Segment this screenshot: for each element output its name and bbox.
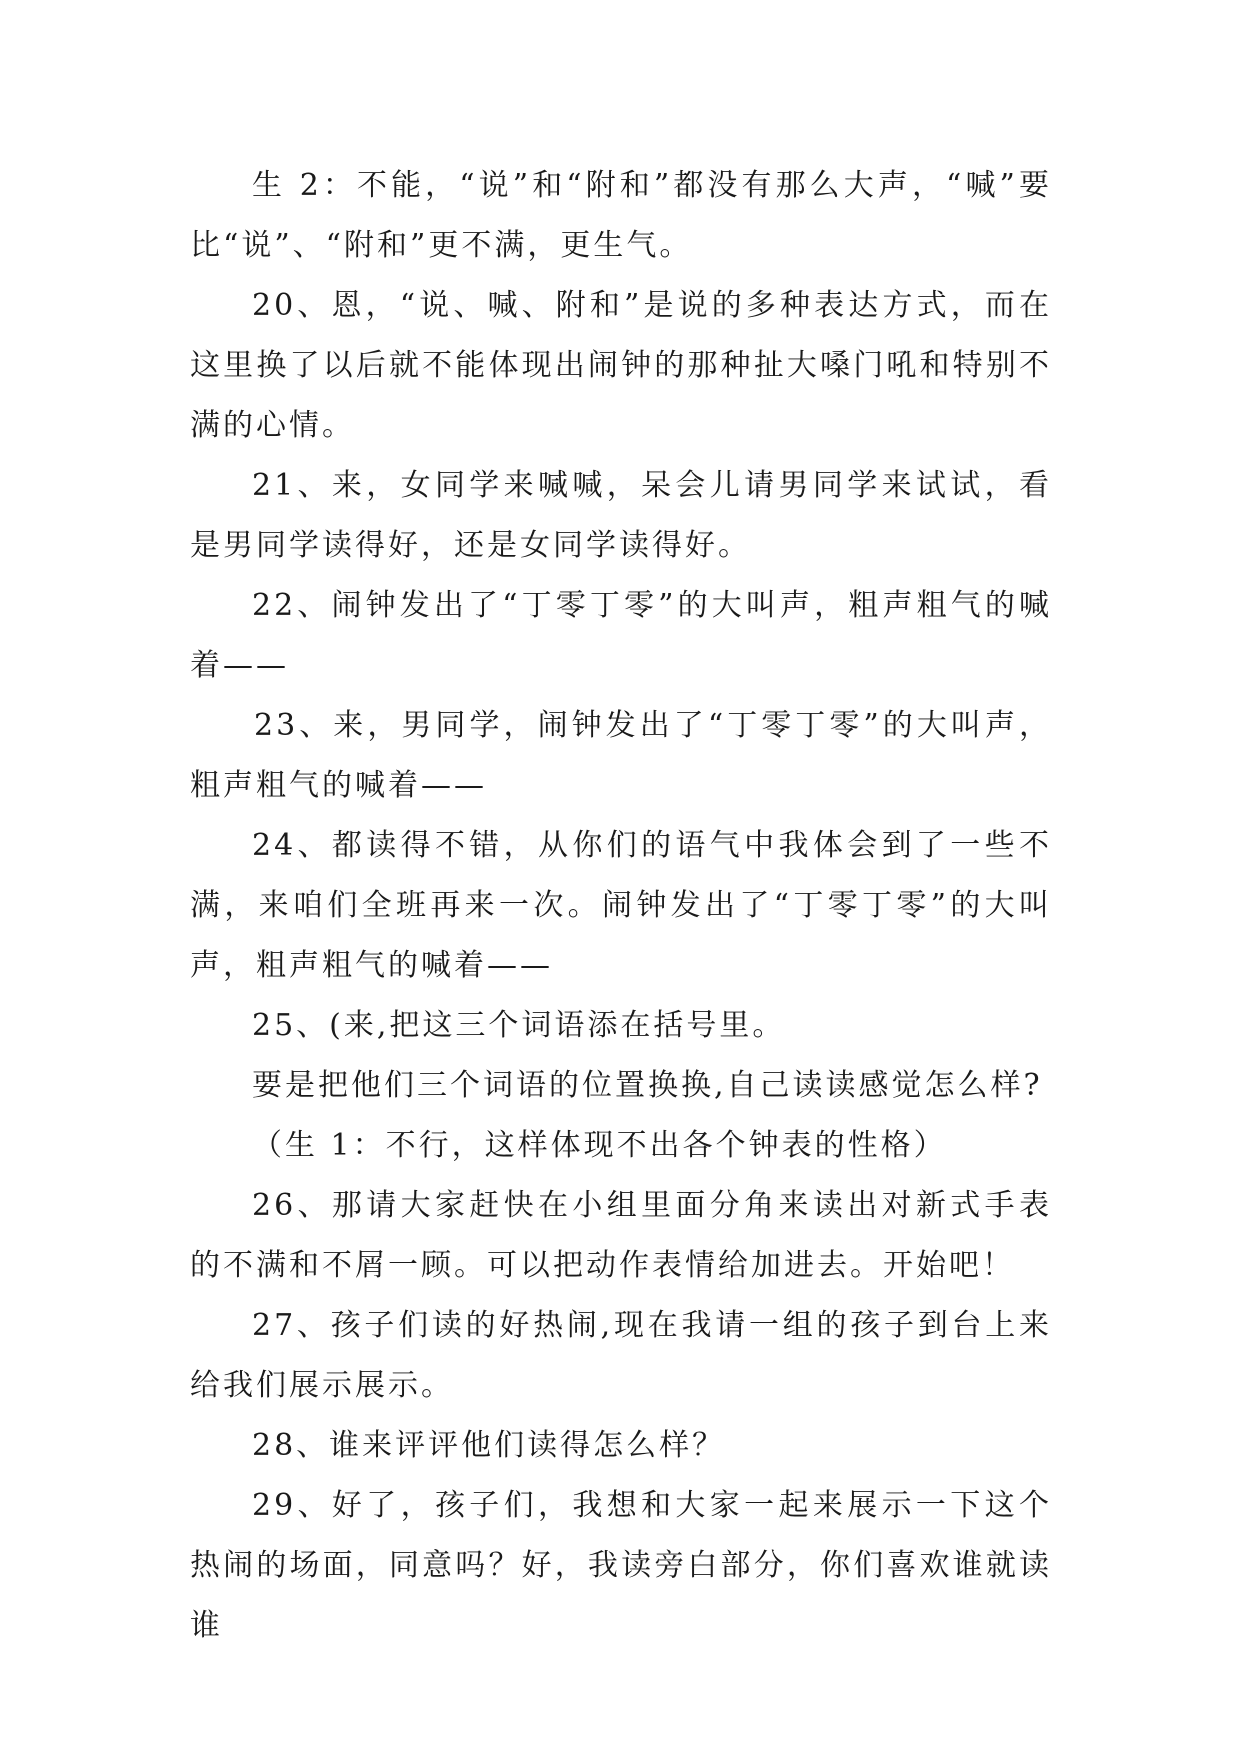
- paragraph-22: 22、闹钟发出了“丁零丁零”的大叫声，粗声粗气的喊着——: [190, 588, 1052, 683]
- paragraph-21: 21、来，女同学来喊喊，呆会儿请男同学来试试，看是男同学读得好，还是女同学读得好。: [190, 468, 1052, 563]
- paragraph-24: 24、都读得不错，从你们的语气中我体会到了一些不满，来咱们全班再来一次。闹钟发出了“丁零丁零”的大叫声，粗声粗气的喊着——: [190, 828, 1052, 983]
- paragraph-26: 26、那请大家赶快在小组里面分角来读出对新式手表的不满和不屑一顾。可以把动作表情给加进去。开始吧！: [190, 1188, 1052, 1283]
- paragraph-25-question: 要是把他们三个词语的位置换换,自己读读感觉怎么样?: [252, 1068, 1043, 1103]
- paragraph-20: 20、恩，“说、喊、附和”是说的多种表达方式，而在这里换了以后就不能体现出闹钟的那种扯大嗓门吼和特别不满的心情。: [190, 288, 1052, 443]
- paragraph-student-2-answer: 生 2：不能，“说”和“附和”都没有那么大声，“喊”要比“说”、“附和”更不满，更生气。: [190, 168, 1052, 263]
- paragraph-23: 23、来，男同学，闹钟发出了“丁零丁零”的大叫声，粗声粗气的喊着——: [190, 708, 1052, 803]
- paragraph-25: 25、(来,把这三个词语添在括号里。: [252, 1008, 786, 1043]
- document-body: [190, 156, 1052, 1656]
- paragraph-29: 29、好了，孩子们，我想和大家一起来展示一下这个热闹的场面，同意吗？好，我读旁白部分，你们喜欢谁就读谁: [190, 1488, 1052, 1643]
- paragraph-28: 28、谁来评评他们读得怎么样？: [252, 1428, 726, 1463]
- paragraph-student-1-answer: （生 1：不行，这样体现不出各个钟表的性格）: [252, 1128, 947, 1163]
- paragraph-27: 27、孩子们读的好热闹,现在我请一组的孩子到台上来给我们展示展示。: [190, 1308, 1052, 1403]
